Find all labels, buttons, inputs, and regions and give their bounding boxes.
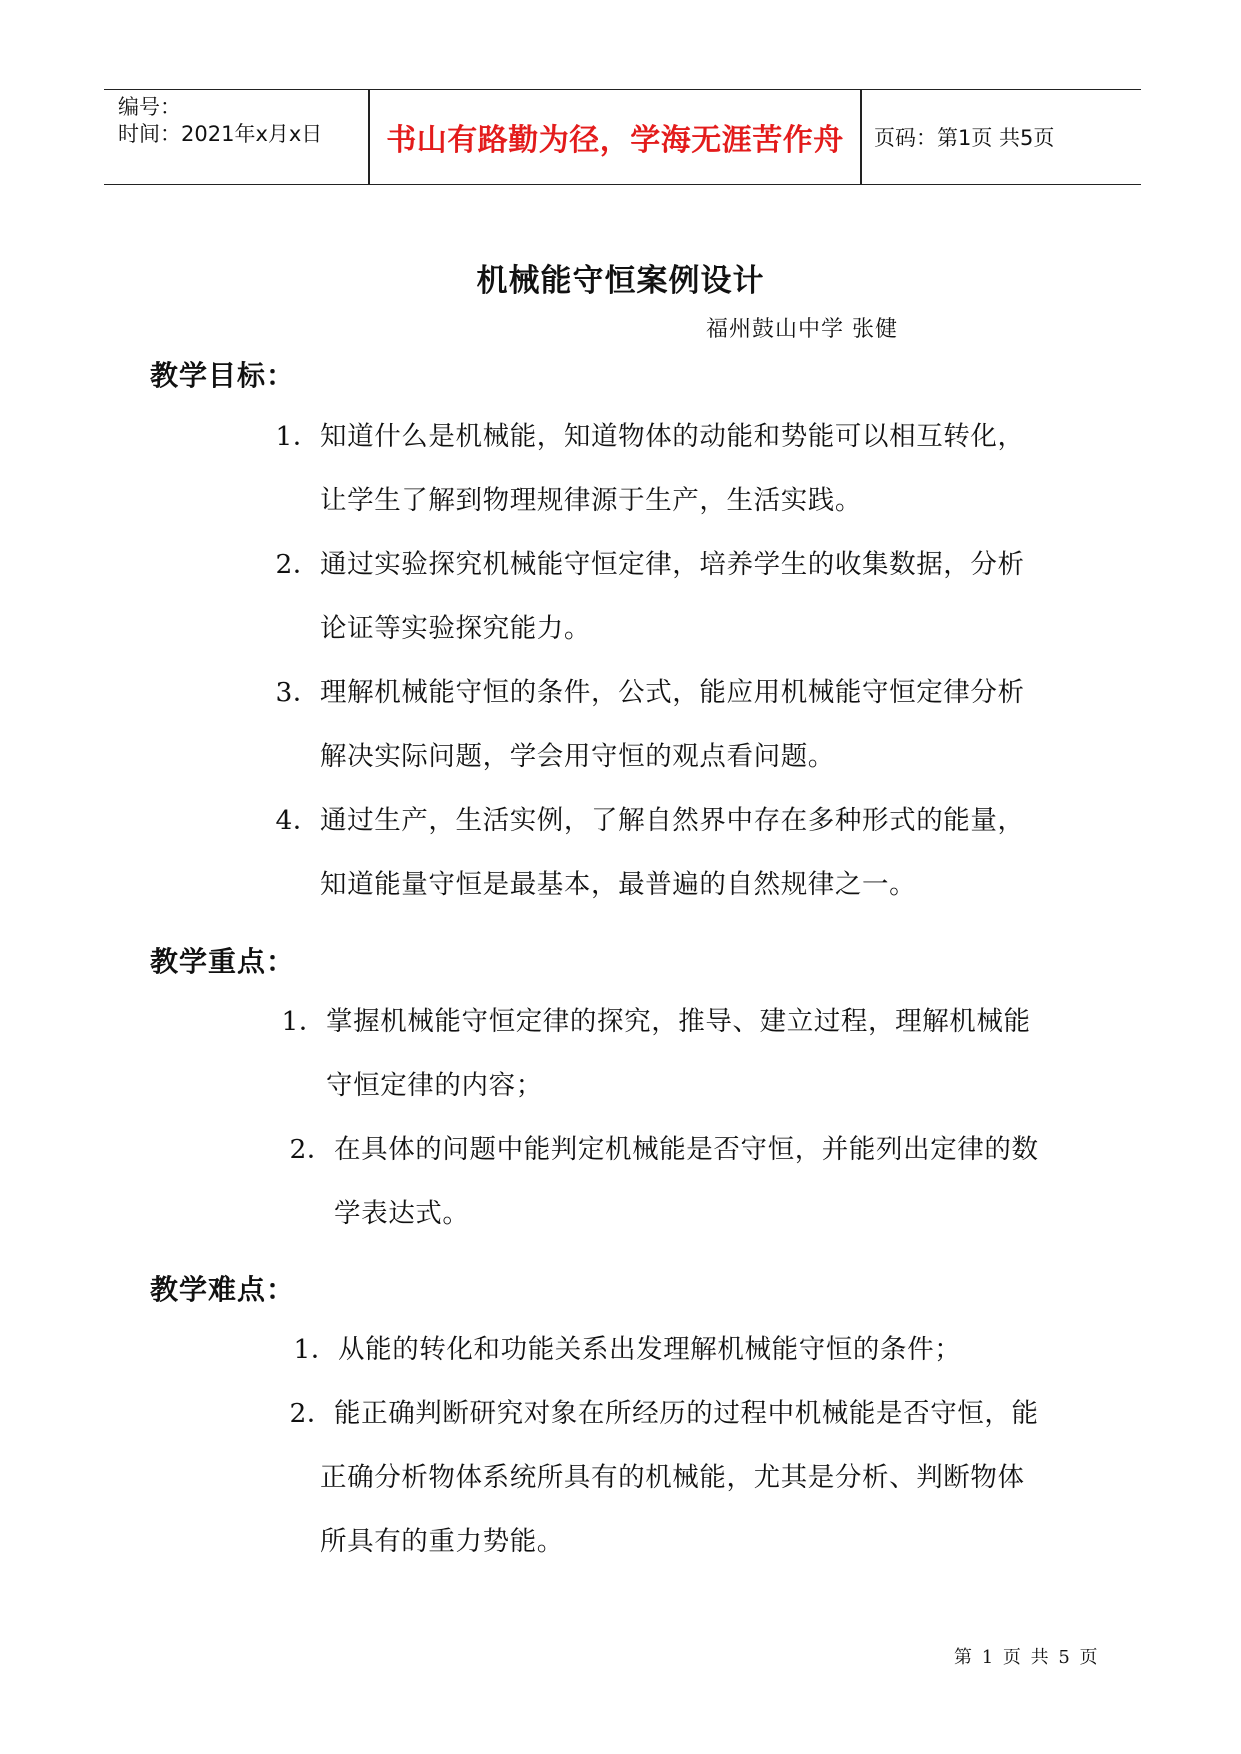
item-line: 正确分析物体系统所具有的机械能，尤其是分析、判断物体 — [320, 1462, 1025, 1493]
time-label: 时间：2021年x月x日 — [118, 122, 323, 146]
list-item — [293, 1318, 962, 1382]
header-motto: 书山有路勤为径，学海无涯苦作舟 — [386, 123, 844, 158]
item-number: 2． — [289, 1134, 334, 1165]
section-heading-key-points: 教学重点： — [150, 945, 296, 978]
list-item — [275, 405, 1025, 533]
item-number: 1． — [293, 1334, 338, 1365]
item-number: 3． — [275, 677, 320, 708]
section-heading-objectives: 教学目标： — [150, 359, 296, 392]
item-line: 解决实际问题，学会用守恒的观点看问题。 — [320, 741, 835, 772]
item-number: 4． — [275, 805, 320, 836]
document-title: 机械能守恒案例设计 — [476, 263, 765, 299]
list-item — [275, 533, 1025, 661]
item-line: 知道能量守恒是最基本，最普遍的自然规律之一。 — [320, 869, 917, 900]
list-item — [281, 990, 1031, 1118]
list-item — [275, 661, 1025, 789]
item-line: 通过实验探究机械能守恒定律，培养学生的收集数据，分析 — [320, 549, 1025, 580]
item-number: 1． — [281, 1006, 326, 1037]
header-page-code: 页码：第1页 共5页 — [874, 126, 1055, 150]
list-item — [289, 1118, 1039, 1246]
item-line: 通过生产，生活实例，了解自然界中存在多种形式的能量， — [320, 805, 1025, 836]
item-number: 1． — [275, 421, 320, 452]
document-author: 福州鼓山中学 张健 — [706, 317, 898, 342]
list-item — [275, 789, 1025, 917]
item-line: 守恒定律的内容； — [326, 1070, 543, 1101]
item-line: 学表达式。 — [334, 1198, 470, 1229]
page-header — [104, 89, 1141, 185]
item-line: 让学生了解到物理规律源于生产，生活实践。 — [320, 485, 862, 516]
item-number: 2． — [289, 1398, 334, 1429]
section-heading-difficulties: 教学难点： — [150, 1273, 296, 1306]
list-item — [289, 1382, 1039, 1574]
item-line: 所具有的重力势能。 — [320, 1526, 564, 1557]
item-line: 论证等实验探究能力。 — [320, 613, 591, 644]
item-line: 掌握机械能守恒定律的探究，推导、建立过程，理解机械能 — [326, 1006, 1031, 1037]
item-number: 2． — [275, 549, 320, 580]
item-line: 能正确判断研究对象在所经历的过程中机械能是否守恒，能 — [334, 1398, 1039, 1429]
page-footer: 第 1 页 共 5 页 — [954, 1647, 1100, 1668]
header-meta — [118, 94, 363, 148]
item-line: 从能的转化和功能关系出发理解机械能守恒的条件； — [338, 1334, 962, 1365]
header-divider — [860, 90, 862, 184]
item-line: 理解机械能守恒的条件，公式，能应用机械能守恒定律分析 — [320, 677, 1025, 708]
number-label: 编号： — [118, 95, 181, 119]
item-line: 在具体的问题中能判定机械能是否守恒，并能列出定律的数 — [334, 1134, 1039, 1165]
item-line: 知道什么是机械能，知道物体的动能和势能可以相互转化， — [320, 421, 1025, 452]
